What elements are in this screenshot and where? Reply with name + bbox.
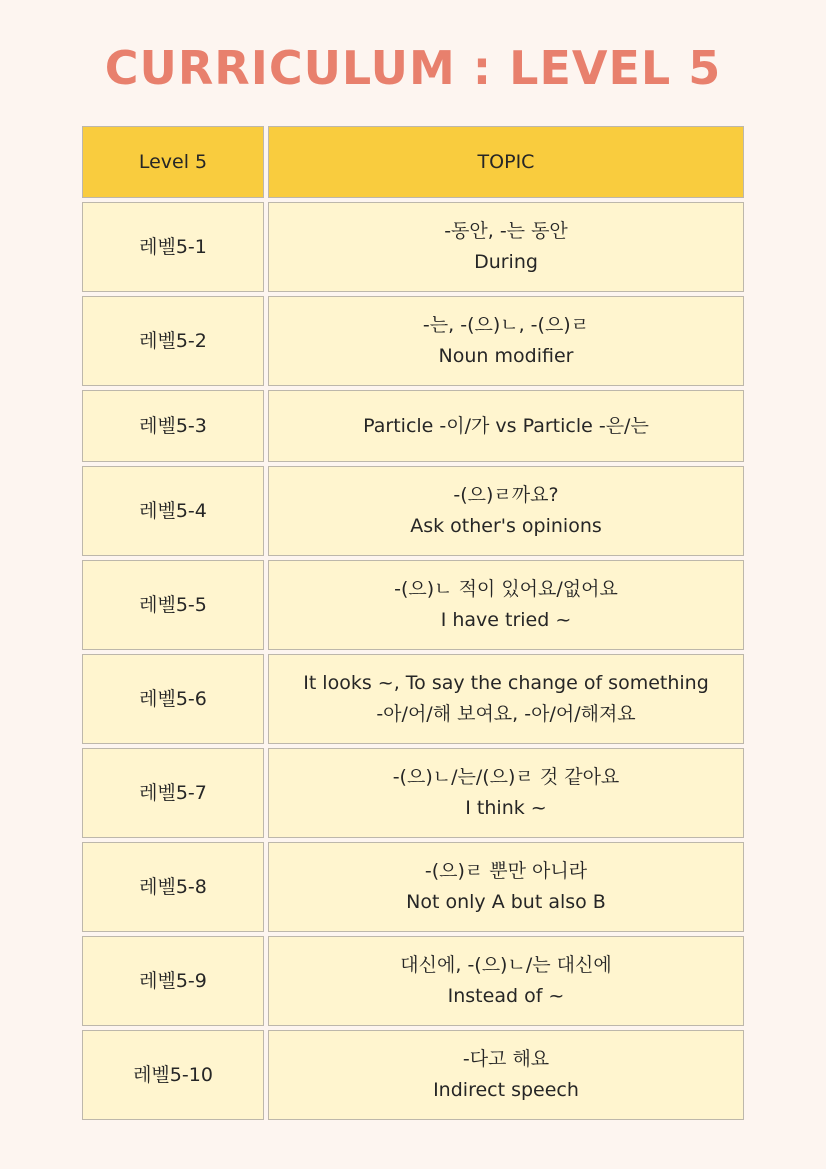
topic-line: During bbox=[474, 251, 538, 273]
topic-line: It looks ~, To say the change of something bbox=[303, 672, 709, 694]
topic-cell bbox=[268, 202, 744, 292]
topic-cell bbox=[268, 296, 744, 386]
topic-line: Instead of ~ bbox=[447, 985, 565, 1007]
level-cell: 레벨5-8 bbox=[82, 842, 264, 932]
table-header-row bbox=[82, 126, 744, 198]
topic-cell bbox=[268, 466, 744, 556]
level-cell: 레벨5-9 bbox=[82, 936, 264, 1026]
page-title: CURRICULUM : LEVEL 5 bbox=[104, 41, 722, 95]
topic-line: 대신에, -(으)ㄴ/는 대신에 bbox=[400, 954, 612, 976]
level-cell: 레벨5-4 bbox=[82, 466, 264, 556]
topic-line: -는, -(으)ㄴ, -(으)ㄹ bbox=[422, 314, 590, 336]
topic-line: -다고 해요 bbox=[462, 1048, 550, 1070]
topic-cell bbox=[268, 842, 744, 932]
level-cell: 레벨5-1 bbox=[82, 202, 264, 292]
table-row bbox=[82, 1030, 744, 1120]
table-row bbox=[82, 390, 744, 462]
level-cell: 레벨5-7 bbox=[82, 748, 264, 838]
topic-line: Noun modifier bbox=[438, 345, 574, 367]
topic-line: I have tried ~ bbox=[440, 609, 572, 631]
topic-line: -(으)ㄴ 적이 있어요/없어요 bbox=[394, 578, 618, 600]
topic-cell bbox=[268, 1030, 744, 1120]
topic-line: Not only A but also B bbox=[406, 891, 606, 913]
table-row bbox=[82, 748, 744, 838]
topic-line: -(으)ㄴ/는/(으)ㄹ 것 같아요 bbox=[392, 766, 620, 788]
topic-cell bbox=[268, 936, 744, 1026]
topic-line: Ask other's opinions bbox=[410, 515, 602, 537]
topic-cell bbox=[268, 560, 744, 650]
level-cell: 레벨5-5 bbox=[82, 560, 264, 650]
level-cell: 레벨5-2 bbox=[82, 296, 264, 386]
table-body bbox=[82, 202, 744, 1120]
topic-line: -(으)ㄹ까요? bbox=[453, 484, 559, 506]
table-row bbox=[82, 842, 744, 932]
topic-line: -아/어/해 보여요, -아/어/해져요 bbox=[376, 703, 636, 725]
curriculum-table bbox=[82, 126, 744, 1124]
level-cell: 레벨5-3 bbox=[82, 390, 264, 462]
header-topic: TOPIC bbox=[268, 126, 744, 198]
topic-cell bbox=[268, 748, 744, 838]
level-cell: 레벨5-10 bbox=[82, 1030, 264, 1120]
topic-line: I think ~ bbox=[465, 797, 547, 819]
table-row bbox=[82, 560, 744, 650]
topic-cell bbox=[268, 390, 744, 462]
topic-line: -(으)ㄹ 뿐만 아니라 bbox=[424, 860, 588, 882]
table-row bbox=[82, 466, 744, 556]
header-level: Level 5 bbox=[82, 126, 264, 198]
level-cell: 레벨5-6 bbox=[82, 654, 264, 744]
table-row bbox=[82, 296, 744, 386]
topic-line: -동안, -는 동안 bbox=[444, 220, 568, 242]
topic-line: Particle -이/가 vs Particle -은/는 bbox=[363, 414, 649, 437]
topic-cell bbox=[268, 654, 744, 744]
table-row bbox=[82, 654, 744, 744]
table-row bbox=[82, 936, 744, 1026]
topic-line: Indirect speech bbox=[433, 1079, 579, 1101]
table-row bbox=[82, 202, 744, 292]
